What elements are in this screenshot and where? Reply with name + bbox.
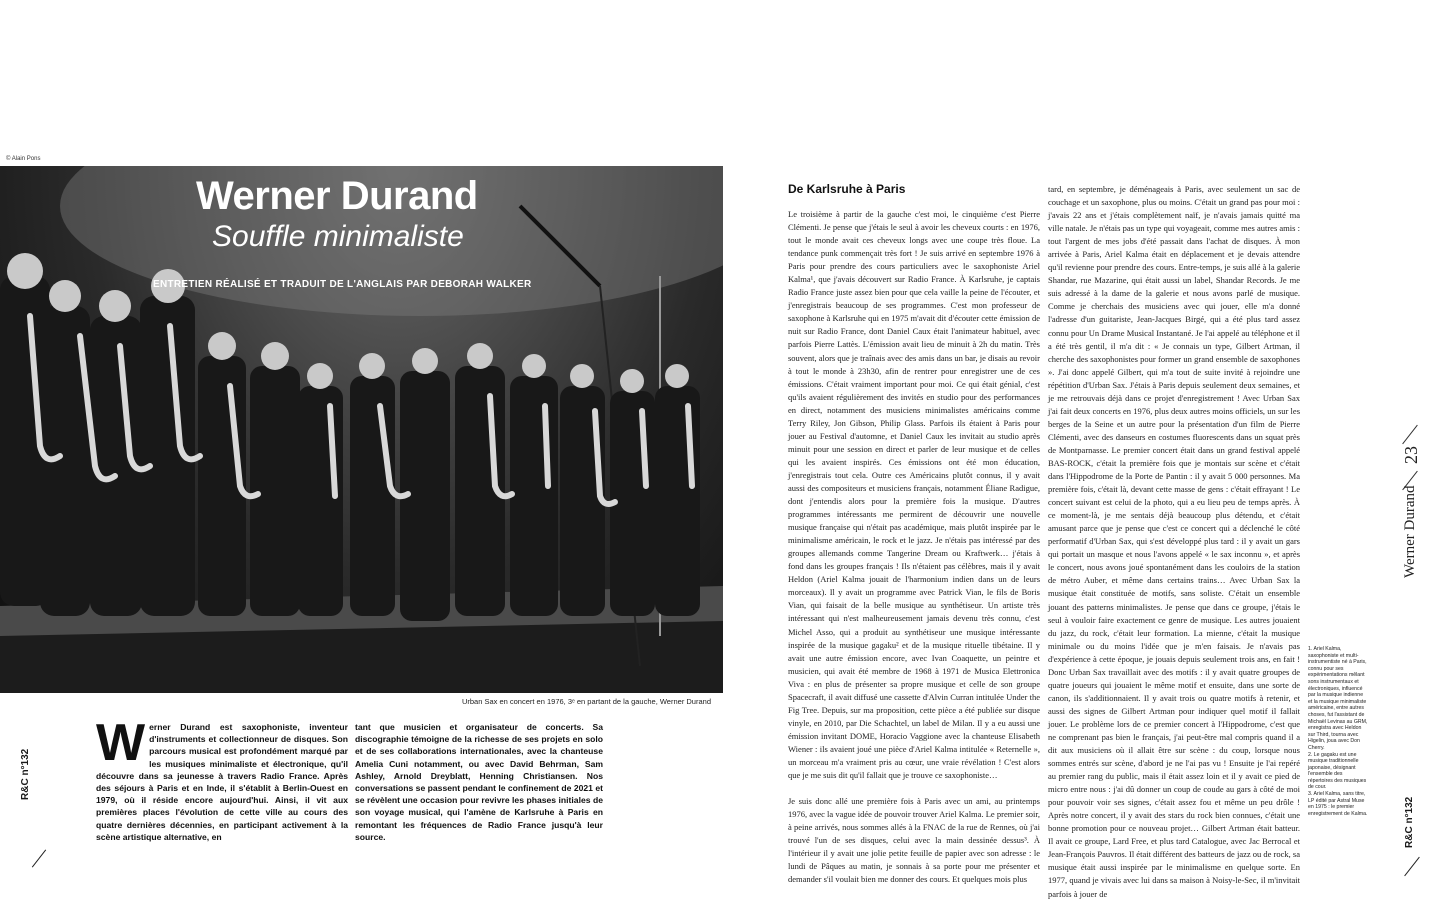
runner-slash-top [1402,425,1418,445]
photo-caption: Urban Sax en concert en 1976, 3ᵉ en partant de la gauche, Werner Durand [461,697,711,706]
footnote: 1. Ariel Kalma, saxophoniste et multi-instrumentiste né à Paris, connu pour ses expérimentations mêlant sons instrumentaux et électroniques, influencé par la musique indienne et la musique minimaliste américaine, entre autres choses, fut l'assistant de Michaël Levinas au GRM, enregistra avec Heldon sur Third, tourna avec Higelin, joua avec Don Cherry. [1308,646,1368,751]
intro-column-2: tant que musicien et organisateur de concerts. Sa discographie témoigne de la richesse de ses projets en solo et de ses collaborations internationales, avec la chanteuse Amelia Cuni notamment, ou avec David Behrman, Sam Ashley, Arnold Dreyblatt, Henning Christiansen. Nos conversations se passent pendant le confinement de 2021 et se révèlent une occasion pour revivre les phases initiales de son voyage musical, qui l'amène de Karlsruhe à Paris en remontant les fréquences de Radio France jusqu'à leur source. [355,722,603,842]
body-column-a [788,208,1040,886]
folio-slash-right [1404,857,1420,877]
paragraph: Je suis donc allé une première fois à Paris avec un ami, au printemps 1976, avec la vague idée de pouvoir trouver Ariel Kalma. Le premier soir, à peine arrivés, nous sommes allés à la FNAC de la rue de Rennes, où j'ai trouvé l'un de ses disques, celui avec la main dessinée dessus³. À l'intérieur il y avait une jolie petite feuille de papier avec son adresse : le lundi de Pâques au matin, je sonnais à sa porte pour me présenter et demander s'il voulait bien me donner des cours. Et quelques mois plus [788,796,1040,885]
drop-cap: W [96,714,146,772]
footnote: 2. Le gagaku est une musique traditionnelle japonaise, désignant l'ensemble des répertoires des musiques de cour. [1308,751,1367,791]
photo-credit: © Alain Pons [6,156,41,162]
intro-text-1: erner Durand est saxophoniste, inventeur d'instruments et collectionneur de disques. Son parcours musical est profondément marqué par les musiques minimaliste et électronique, qu'il découvre dans sa jeunesse à travers Radio France. Après des séjours à Paris et en Inde, il s'établit à Berlin-Ouest en 1979, où il réside encore aujourd'hui. Ainsi, il vit aux premières places l'évolution de cette ville au cours des quatre dernières décennies, en participant activement à la scène artistique alternative, en [96,722,348,842]
section-heading: De Karlsruhe à Paris [788,182,906,196]
footnote: 3. Ariel Kalma, sans titre, LP édité par Astral Muse en 1975 : le premier enregistrement de Kalma. [1308,791,1368,817]
paragraph: Le troisième à partir de la gauche c'est moi, le cinquième c'est Pierre Clémenti. Je pense que j'étais le seul à avoir les cheveux courts : en 1976, tout le monde avait ces cheveux longs avec une coupe très floue. La tendance punk commençait très fort ! Je suis arrivé en septembre 1976 à Paris pour prendre des cours particuliers avec le saxophoniste Ariel Kalma¹, que j'avais découvert sur Radio France. À Karlsruhe, je captais Radio France juste assez bien pour que cela vaille la peine de l'écouter, et j'enregistrais beaucoup de ses programmes. C'est mon professeur de saxophone à Karlsruhe qui en 1975 m'avait dit d'écouter cette émission de nuit sur Radio France, dont Daniel Caux était l'animateur habituel, avec parfois Pierre Lattès. L'émission avait lieu de minuit à 2h du matin. Très souvent, alors que je traînais avec des amis dans un bar, je disais au revoir à tout le monde à 23h30, afin de rentrer pour enregistrer une de ces émissions. C'était vraiment important pour moi. Ce qui était génial, c'est qu'ils avaient régulièrement des invités en studio pour des performances en direct, notamment des musiciens minimalistes américains comme Terry Riley, Jon Gibson, Philip Glass. Parfois ils étaient à Paris pour jouer au Festival d'automne, et Daniel Caux les invitait au studio après minuit pour une session en direct et parler de leur musique et de celles qui les avaient inspirés. Ces émissions ont été mon éducation, j'enregistrais tout cela. Outre ces Américains plutôt connus, il y avait aussi des compositeurs et musiciens français, notamment Éliane Radigue, dont j'entendis alors pour la première fois la musique. D'autres programmes intéressants me permirent de découvrir une nouvelle musique française qui n'était pas académique, mais plutôt inspirée par le minimalisme américain, le rock et le jazz. Je n'étais pas intéressé par des groupes allemands comme Tangerine Dream ou Kraftwerk… j'étais à fond dans les groupes français ! Ils n'étaient pas célèbres, mais il y avait Heldon (Ariel Kalma jouait de l'harmonium indien dans un de leurs morceaux). Il y avait un programme avec Patrick Vian, le fils de Boris Vian, qui faisait de la belle musique au synthétiseur. Un artiste très intéressant qui n'est malheureusement jamais devenu très connu, c'est Michel Asso, qui a produit au synthétiseur une musique intéressante inspirée de la musique gagaku² et de la musique rituelle tibétaine. Il y avait une autre émission encore, avec Ivan Coaquette, un peintre et musicien, qui avait été membre de 1968 à 1971 de Musica Elettronica Viva : en plus de présenter sa propre musique et celle de son groupe Spacecraft, il avait diffusé une cassette d'Alvin Curran intitulée Under the Fig Tree. Depuis, sur ma proposition, cette pièce a été publiée sur disque vinyle, en 2010, par Die Schachtel, un label de Milan. Il y a eu aussi une émission invitant DOME, Horacio Vaggione avec la chanteuse Elisabeth Wiener : ils avaient joué une pièce d'Ariel Kalma intitulée « Reternelle », un morceau m'a vraiment pris au cœur, une vraie révélation ! C'est alors que je me suis dit qu'il fallait que je trouve ce saxophoniste… [788,209,1040,781]
article-subtitle: Souffle minimaliste [212,220,464,253]
folio-left: R&C n°132 [20,748,31,800]
page-number: 23 [1401,446,1421,464]
intro-column-1 [96,714,348,843]
running-head: Werner Durand [1402,485,1418,578]
paragraph: tard, en septembre, je déménageais à Paris, avec seulement un sac de couchage et un saxophone, plus ou moins. C'était un grand pas pour moi : j'avais 22 ans et j'étais complètement naïf, je n'avais jamais quitté ma ville natale. Je n'étais pas un type qui voyageait, comme mes autres amis : tout l'argent de mes jobs d'été passait dans l'achat de disques. À mon arrivée à Paris, Ariel Kalma était en déplacement et je devais attendre qu'il revienne pour prendre des cours. Entre-temps, je suis allé à la galerie Shandar, rue Mazarine, qui était aussi un label, Shandar Records. Je me suis adressé à la dame de la galerie et nous avons parlé de musique. Comme je cherchais des musiciens avec qui jouer, elle m'a donné l'adresse d'un guitariste, Jean-Jacques Birgé, qui a été plus tard assez connu pour Un Drame Musical Instantané. Je l'ai appelé au téléphone et il a été très gentil, il m'a dit : « Je connais un type, Gilbert Artman, il cherche des saxophonistes pour former un grand ensemble de saxophones ». J'ai donc appelé Gilbert, qui m'a tout de suite invité à rejoindre une répétition d'Urban Sax. J'étais à Paris depuis seulement deux semaines, et je me retrouvais déjà dans ce projet d'enregistrement ! Avec Urban Sax j'ai fait deux concerts en 1976, plus deux autres moins officiels, un sur les berges de la Seine et un autre pour la présentation d'un film de Pierre Clémenti, avec des danseurs en costumes fluorescents dans un squat près de Montparnasse. Le premier concert était dans un grand festival appelé BAS-ROCK, c'était la première fois que je montais sur scène et c'était dans l'Hippodrome de la Porte de Pantin : il y avait 5 000 personnes. Ma première fois, c'était là, devant cette masse de gens : c'était effrayant ! Le concert suivant est celui de la photo, qui a eu lieu peu de temps après. À ce moment-là, je me sentais déjà beaucoup plus détendu, et c'était amusant parce que je pense que c'est ce concert qui a déclenché le côté performatif d'Urban Sax, qui s'est développé plus tard : il y avait un gars qui portait un masque et nous l'avons appelé « le sax inconnu », et après le concert, nous avons joué spontanément dans les couloirs de la station de métro Auber, et même dans certains trains… Avec Urban Sax la musique était constituée de motifs, sans soliste. C'était un ensemble jouant des patterns minimalistes. Je pense que dans ce groupe, j'étais le seul à vouloir faire exactement ce genre de musique. Les autres jouaient du jazz, du rock, c'était leur formation. La mienne, c'était la musique minimale ou du moins l'idée que je m'en faisais. Je n'avais pas d'expérience à cette époque, je jouais depuis seulement trois ans, en fait ! Donc Urban Sax travaillait avec des motifs : il y avait quatre groupes de quatre joueurs qui jouaient le même motif et ensuite, dans une sorte de canon, ils s'additionnaient. Il y avait trois ou quatre motifs à retenir, et aussi des signes de Gilbert Artman pour indiquer quel motif il fallait jouer. Le problème lors de ce premier concert à l'Hippodrome, c'est que ne comprenant pas bien le français, j'ai peut-être mal compris quand il a dit aux musiciens où il allait être sur scène : du coup, lorsque nous sommes entrés sur scène, d'abord je ne l'ai pas vu ! Ensuite je l'ai repéré au premier rang du public, mais il était assez loin et il y avait ce pied de micro entre nous : j'ai dû donner un coup de coude au gars à côté de moi pour pouvoir voir ses signes, c'était assez fou et même un peu drôle ! Après notre concert, il y avait des stars du rock bien connues, c'était une bonne promotion pour ce nouveau projet… Gilbert Artman était batteur. Il avait ce groupe, Lard Free, et plus tard Catalogue, avec Jac Berrocal et Jean-François Pauvros. Il était différent des batteurs de jazz ou de rock, sa musique était aussi inspirée par le minimalisme en quelque sorte. En 1977, quand je vivais avec lui dans sa maison à Noisy-le-Sec, il m'invitait parfois à jouer de [1048,184,1300,899]
article-title: Werner Durand [196,174,478,218]
article-byline: ENTRETIEN RÉALISÉ ET TRADUIT DE L'ANGLAIS PAR DEBORAH WALKER [153,279,532,290]
folio-slash-left [32,850,46,868]
body-column-b [1048,183,1300,901]
footnotes [1308,646,1368,817]
folio-right: R&C n°132 [1404,796,1415,848]
